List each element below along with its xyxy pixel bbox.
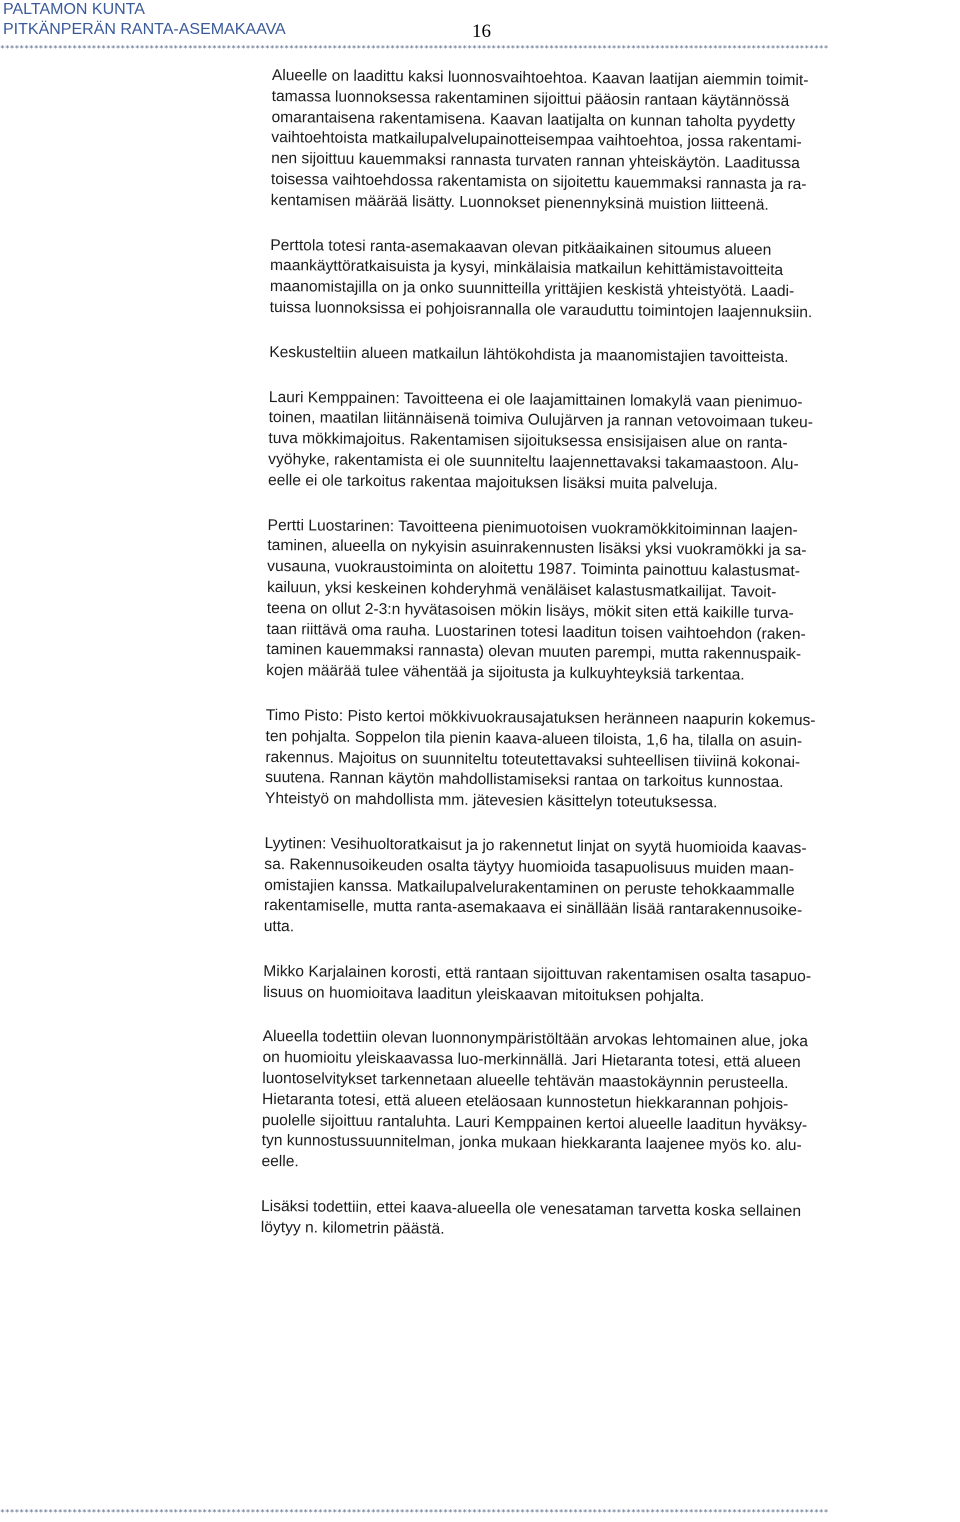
footer-separator: **************************************************************************************************************************************************************************** — [0, 1508, 829, 1517]
text-line: Pertti Luostarinen: Tavoitteena pienimuotoisen vuokramökkitoiminnan laajen- — [267, 516, 798, 539]
text-line: löytyy n. kilometrin päästä. — [260, 1218, 445, 1238]
text-line: lisuus on huomioitava laaditun yleiskaavan mitoituksen pohjalta. — [263, 983, 705, 1005]
paragraph — [266, 516, 888, 688]
text-line: tuissa luonnoksissa ei pohjoisrannalla ole varauduttu toimintojen laajennuksiin. — [269, 298, 813, 322]
paragraph — [269, 343, 889, 370]
text-line: taminen kauemmaksi rannasta) olevan muuten parempi, mutta rakennuspaik- — [266, 641, 802, 664]
text-line: Yhteistyö on mahdollista mm. jätevesien käsittelyn toteutuksessa. — [264, 790, 718, 812]
text-line: puolelle sijoittuu rantaluhta. Lauri Kemppainen kertoi alueelle laaditun hyväksy- — [261, 1111, 808, 1134]
text-line: taan riittävä oma rauha. Luostarinen totesi laaditun toisen vaihtoehdon (raken- — [266, 620, 806, 643]
text-line: toisessa vaihtoehdossa rakentamista on sijoitettu kauemmaksi rannasta ja ra- — [270, 170, 807, 194]
text-line: eelle ei ole tarkoitus rakentaa majoituksen lisäksi muita palveluja. — [267, 471, 718, 494]
text-line: Alueella todettiin olevan luonnonympäristöltään arvokas lehtomainen alue, joka — [262, 1028, 809, 1051]
header-separator: **************************************************************************************************************************************************************************** — [0, 44, 829, 53]
text-line: nen sijoittuu kauemmaksi rannasta turvaten rannan yhteiskäytön. Laaditussa — [271, 150, 800, 173]
text-line: tuva mökkimajoitus. Rakentamisen sijoituksessa ensisijaisen alue on ranta- — [268, 430, 788, 453]
paragraph — [261, 1197, 881, 1245]
paragraph — [271, 66, 892, 218]
text-line: vaihtoehtoista matkailupalvelupainotteisempaa vaihtoehtoa, jossa rakentami- — [271, 129, 802, 152]
text-line: sa. Rakennusoikeuden osalta täytyy huomioida tasapuolisuus muiden maan- — [264, 855, 795, 878]
text-line: on huomioitu yleiskaavassa luo-merkinnällä. Jari Hietaranta totesi, että alueen — [262, 1049, 801, 1072]
text-line: Lauri Kemppainen: Tavoitteena ei ole laajamittainen lomakylä vaan pienimuo- — [268, 388, 803, 411]
document-body — [261, 66, 892, 1269]
text-line: suutena. Rannan käytön mahdollistamiseksi rantaa on tarkoitus kunnostaa. — [265, 769, 784, 792]
text-line: teena on ollut 2-3:n hyvätasoisen mökin lisäys, mökit siten että kaikille turva- — [266, 599, 794, 622]
paragraph — [261, 1027, 882, 1179]
text-line: maanomistajilla on ja onko suunnitteilla yrittäjien keskistä yhteistyötä. Laadi- — [269, 278, 795, 301]
text-line: Lisäksi todettiin, ettei kaava-alueella ole venesataman tarvetta koska sellainen — [260, 1198, 802, 1221]
paragraph — [270, 236, 891, 325]
text-line: omistajien kanssa. Matkailupalvelurakentaminen on peruste tehokkaammalle — [264, 876, 795, 899]
organization-name: PALTAMON KUNTA — [3, 1, 145, 18]
text-line: vusauna, vuokraustoiminta on aloitettu 1987. Toiminta painottuu kalastusmat- — [267, 558, 801, 581]
text-line: eelle. — [261, 1153, 299, 1171]
text-line: tamassa luonnoksessa rakentaminen sijoittui pääosin rantaan käytännössä — [271, 87, 790, 110]
text-line: rakentamiselle, mutta ranta-asemakaava ei sinällään lisää rantarakennusoike- — [263, 897, 803, 920]
text-line: rakennus. Majoitus on suunniteltu toteutettavaksi suhteellisen tiiviinä kokonai- — [265, 748, 801, 771]
text-line: taminen, alueella on nykyisin asuinrakennusten lisäksi yksi vuokramökki ja sa- — [267, 537, 807, 560]
paragraph — [265, 706, 886, 816]
paragraph — [264, 834, 885, 944]
text-line: toinen, maatilan liitännäisenä toimiva Oulujärven ja rannan vetovoimaan tukeu- — [268, 409, 814, 432]
text-line: Perttola totesi ranta-asemakaavan olevan pitkäaikainen sitoumus alueen — [270, 236, 772, 259]
text-line: Hietaranta totesi, että alueen eteläosaan kunnostetun hiekkarannan pohjois- — [261, 1090, 789, 1113]
text-line: luontoselvitykset tarkennetaan alueelle tehtävän maastokäynnin perusteella. — [262, 1070, 789, 1093]
text-line: Timo Pisto: Pisto kertoi mökkivuokrausajatuksen heränneen naapurin kokemus- — [265, 706, 816, 730]
text-line: maankäyttöratkaisuista ja kysyi, minkälaisia matkailun kehittämistavoitteita — [269, 257, 784, 280]
text-line: utta. — [263, 918, 295, 936]
text-line: Alueelle on laadittu kaksi luonnosvaihtoehtoa. Kaavan laatijan aiemmin toimit- — [271, 66, 809, 90]
text-line: kailuun, yksi keskeinen kohderyhmä venäläiset kalastusmatkailijat. Tavoit- — [266, 578, 777, 601]
paragraph — [263, 962, 883, 1010]
text-line: Lyytinen: Vesihuoltoratkaisut ja jo rakennetut linjat on syytä huomioida kaavas- — [264, 834, 807, 858]
text-line: Mikko Karjalainen korosti, että rantaan sijoittuvan rakentamisen osalta tasapuo- — [263, 962, 812, 986]
page-number: 16 — [472, 21, 491, 42]
text-line: Keskusteltiin alueen matkailun lähtökohdista ja maanomistajien tavoitteista. — [269, 343, 789, 366]
text-line: vyöhyke, rakentamista ei ole suunniteltu laajennettavaksi takamaastoon. Alu- — [268, 450, 799, 474]
plan-name: PITKÄNPERÄN RANTA-ASEMAKAAVA — [3, 21, 286, 38]
text-line: omarantaisena rakentamisena. Kaavan laatijalta on kunnan taholta pyydetty — [271, 108, 796, 131]
text-line: tyn kunnostussuunnitelman, jonka mukaan hiekkaranta laajenee myös ko. alu- — [261, 1132, 802, 1155]
text-line: ten pohjalta. Soppelon tila pienin kaava-alueen tiloista, 1,6 ha, tilalla on asuin- — [265, 727, 803, 750]
text-line: kojen määrää tulee vähentää ja sijoitusta ja kulkuyhteyksiä tarkentaa. — [266, 662, 745, 684]
paragraph — [268, 388, 889, 498]
text-line: kentamisen määrää lisätty. Luonnokset pienennyksinä muistion liitteenä. — [270, 191, 769, 214]
